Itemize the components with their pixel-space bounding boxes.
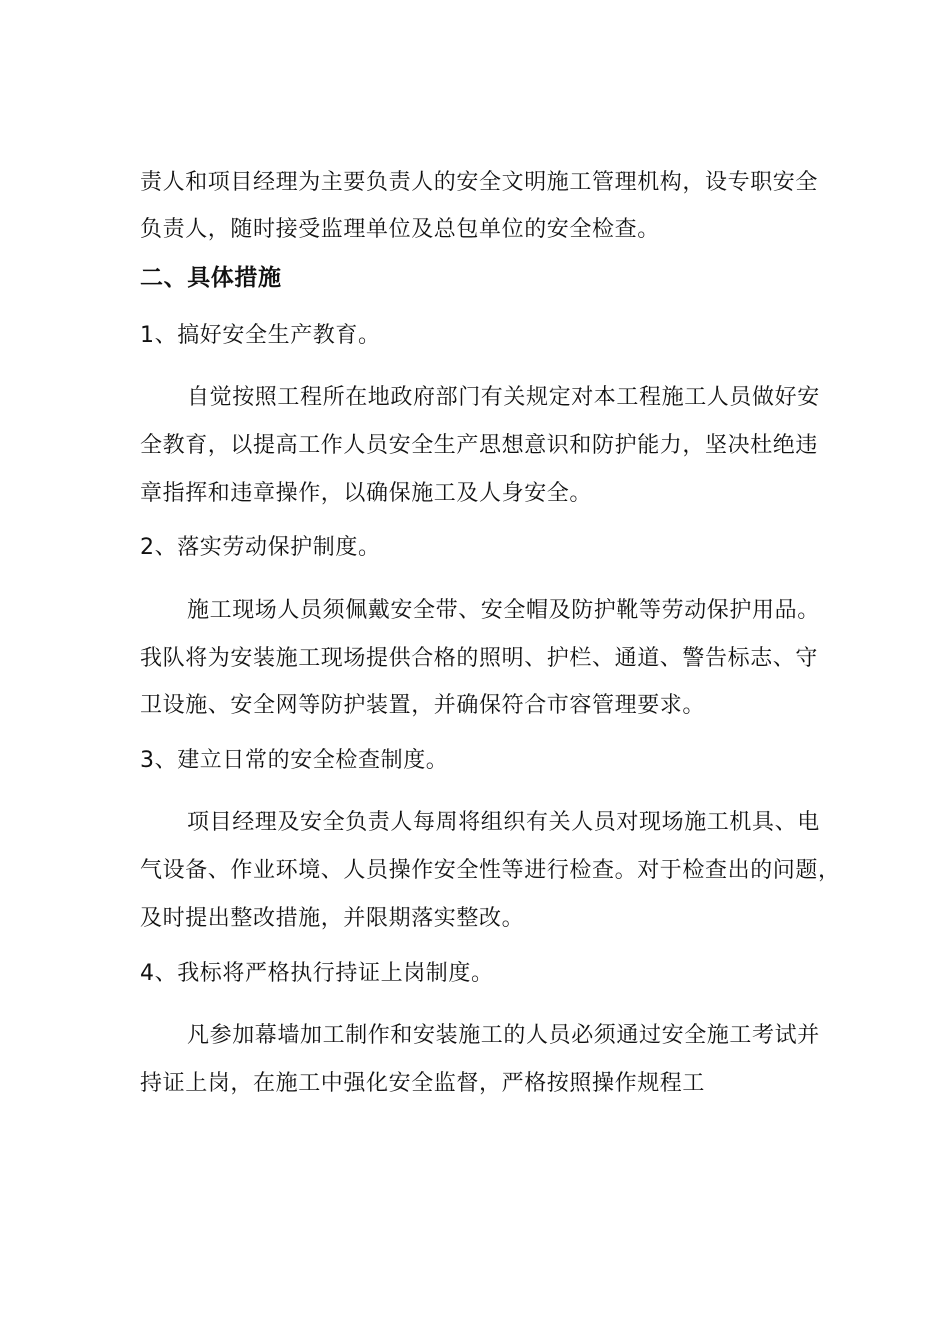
item-3-body-line-3: 及时提出整改措施，并限期落实整改。	[140, 906, 525, 931]
item-2-body-line-2: 我队将为安装施工现场提供合格的照明、护栏、通道、警告标志、守	[140, 646, 819, 671]
intro-line-2: 负责人，随时接受监理单位及总包单位的安全检查。	[140, 217, 660, 242]
item-2-body-line-1: 施工现场人员须佩戴安全带、安全帽及防护靴等劳动保护用品。	[187, 598, 820, 623]
item-3-body-line-1: 项目经理及安全负责人每周将组织有关人员对现场施工机具、电	[187, 810, 820, 835]
item-1-body-line-3: 章指挥和违章操作，以确保施工及人身安全。	[140, 481, 593, 506]
item-4-body-line-2: 持证上岗，在施工中强化安全监督，严格按照操作规程工	[140, 1071, 706, 1096]
item-4-body-line-1: 凡参加幕墙加工制作和安装施工的人员必须通过安全施工考试并	[187, 1023, 820, 1048]
item-2-title: 2、落实劳动保护制度。	[140, 535, 381, 560]
item-2-body-line-3: 卫设施、安全网等防护装置，并确保符合市容管理要求。	[140, 693, 706, 718]
item-4-title: 4、我标将严格执行持证上岗制度。	[140, 961, 494, 986]
intro-line-1: 责人和项目经理为主要负责人的安全文明施工管理机构，设专职安全	[140, 170, 819, 195]
item-3-body-line-2: 气设备、作业环境、人员操作安全性等进行检查。对于检查出的问题，	[140, 858, 841, 883]
item-1-body-line-1: 自觉按照工程所在地政府部门有关规定对本工程施工人员做好安	[187, 385, 820, 410]
item-1-body-line-2: 全教育，以提高工作人员安全生产思想意识和防护能力，坚决杜绝违	[140, 433, 819, 458]
item-3-title: 3、建立日常的安全检查制度。	[140, 748, 449, 773]
item-1-title: 1、搞好安全生产教育。	[140, 323, 381, 348]
section-heading: 二、具体措施	[140, 265, 282, 291]
